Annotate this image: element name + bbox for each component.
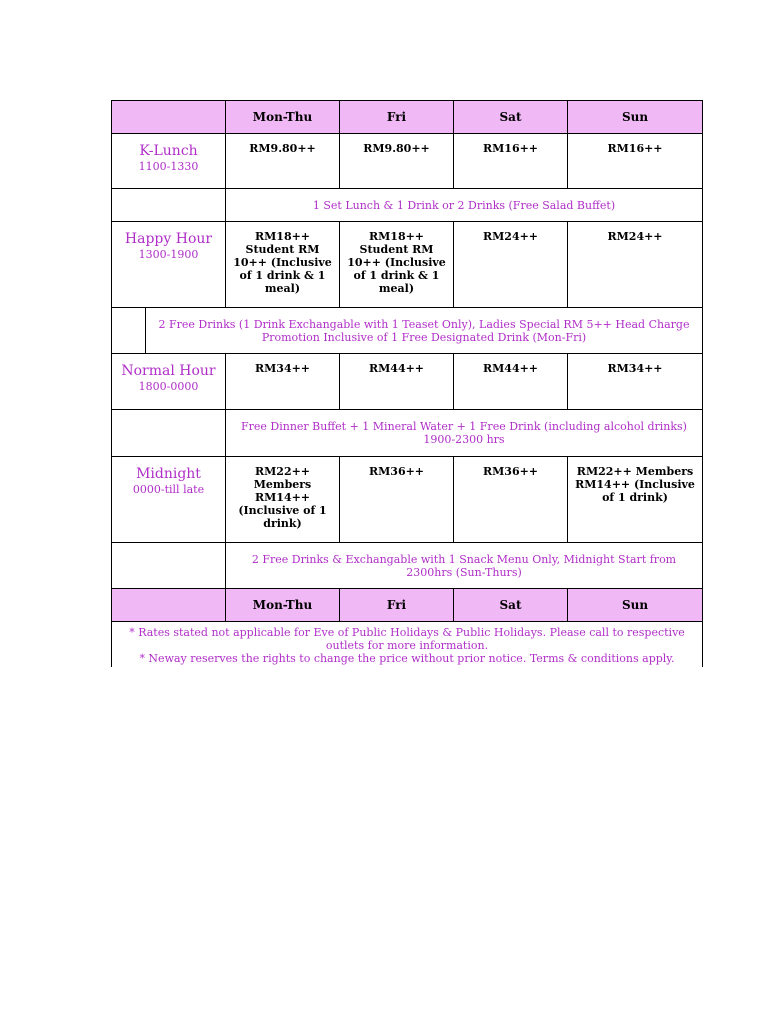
row-midnight-note: [112, 543, 703, 589]
midnight-price-fri: RM36++: [340, 457, 454, 543]
klunch-label-cell: [112, 134, 226, 189]
row-footer-notes: [112, 622, 703, 668]
midnight-price-sun: RM22++ Members RM14++ (Inclusive of 1 drink): [568, 457, 703, 543]
klunch-price-fri: RM9.80++: [340, 134, 454, 189]
footer-note-holidays: * Rates stated not applicable for Eve of Public Holidays & Public Holidays. Please call to respective outlets for more information.: [129, 626, 685, 652]
header-day-mon-thu: Mon-Thu: [226, 101, 340, 134]
normal-hour-price-mon-thu: RM34++: [226, 354, 340, 410]
normal-hour-time: 1800-0000: [138, 380, 199, 393]
footer-note-terms: * Neway reserves the rights to change the price without prior notice. Terms & conditions apply.: [139, 652, 675, 665]
footer-header-day-sat: Sat: [454, 589, 568, 622]
happy-hour-time: 1300-1900: [138, 248, 199, 261]
midnight-label-cell: [112, 457, 226, 543]
header-row-top: [112, 101, 703, 134]
happy-hour-price-sat: RM24++: [454, 222, 568, 308]
klunch-price-mon-thu: RM9.80++: [226, 134, 340, 189]
klunch-price-sat: RM16++: [454, 134, 568, 189]
midnight-price-mon-thu: RM22++ Members RM14++ (Inclusive of 1 drink): [226, 457, 340, 543]
header-day-sun: Sun: [568, 101, 703, 134]
row-normal-hour: [112, 354, 703, 410]
footer-header-day-sun: Sun: [568, 589, 703, 622]
normal-hour-note: Free Dinner Buffet + 1 Mineral Water + 1 Free Drink (including alcohol drinks) 1900-2300 hrs: [226, 410, 703, 457]
header-day-sat: Sat: [454, 101, 568, 134]
row-happy-hour: [112, 222, 703, 308]
footer-header-day-mon-thu: Mon-Thu: [226, 589, 340, 622]
happy-hour-price-mon-thu: RM18++ Student RM 10++ (Inclusive of 1 drink & 1 meal): [226, 222, 340, 308]
row-klunch-note: [112, 189, 703, 222]
normal-hour-note-blank: [112, 410, 226, 457]
klunch-price-sun: RM16++: [568, 134, 703, 189]
normal-hour-label-cell: [112, 354, 226, 410]
header-row-bottom: [112, 589, 703, 622]
happy-hour-price-sun: RM24++: [568, 222, 703, 308]
midnight-name: Midnight: [136, 466, 201, 482]
header-corner-cell: [112, 101, 226, 134]
footer-header-day-fri: Fri: [340, 589, 454, 622]
midnight-price-sat: RM36++: [454, 457, 568, 543]
midnight-time: 0000-till late: [132, 483, 205, 496]
normal-hour-price-sun: RM34++: [568, 354, 703, 410]
normal-hour-name: Normal Hour: [121, 363, 216, 379]
happy-hour-note-blank: [112, 308, 146, 354]
klunch-name: K-Lunch: [139, 143, 198, 159]
klunch-time: 1100-1330: [138, 160, 199, 173]
row-happy-hour-note: [112, 308, 703, 354]
klunch-note: 1 Set Lunch & 1 Drink or 2 Drinks (Free Salad Buffet): [226, 189, 703, 222]
row-midnight: [112, 457, 703, 543]
footer-notes: [112, 622, 703, 668]
happy-hour-name: Happy Hour: [124, 231, 213, 247]
happy-hour-label-cell: [112, 222, 226, 308]
happy-hour-note: 2 Free Drinks (1 Drink Exchangable with 1 Teaset Only), Ladies Special RM 5++ Head Charge Promotion Inclusive of 1 Free Designated Drink (Mon-Fri): [146, 308, 703, 354]
row-klunch: [112, 134, 703, 189]
footer-header-corner-cell: [112, 589, 226, 622]
header-day-fri: Fri: [340, 101, 454, 134]
row-normal-hour-note: [112, 410, 703, 457]
midnight-note-blank: [112, 543, 226, 589]
pricing-table: [111, 100, 703, 667]
klunch-note-blank: [112, 189, 226, 222]
normal-hour-price-sat: RM44++: [454, 354, 568, 410]
normal-hour-price-fri: RM44++: [340, 354, 454, 410]
happy-hour-price-fri: RM18++ Student RM 10++ (Inclusive of 1 drink & 1 meal): [340, 222, 454, 308]
midnight-note: 2 Free Drinks & Exchangable with 1 Snack Menu Only, Midnight Start from 2300hrs (Sun-Thurs): [226, 543, 703, 589]
